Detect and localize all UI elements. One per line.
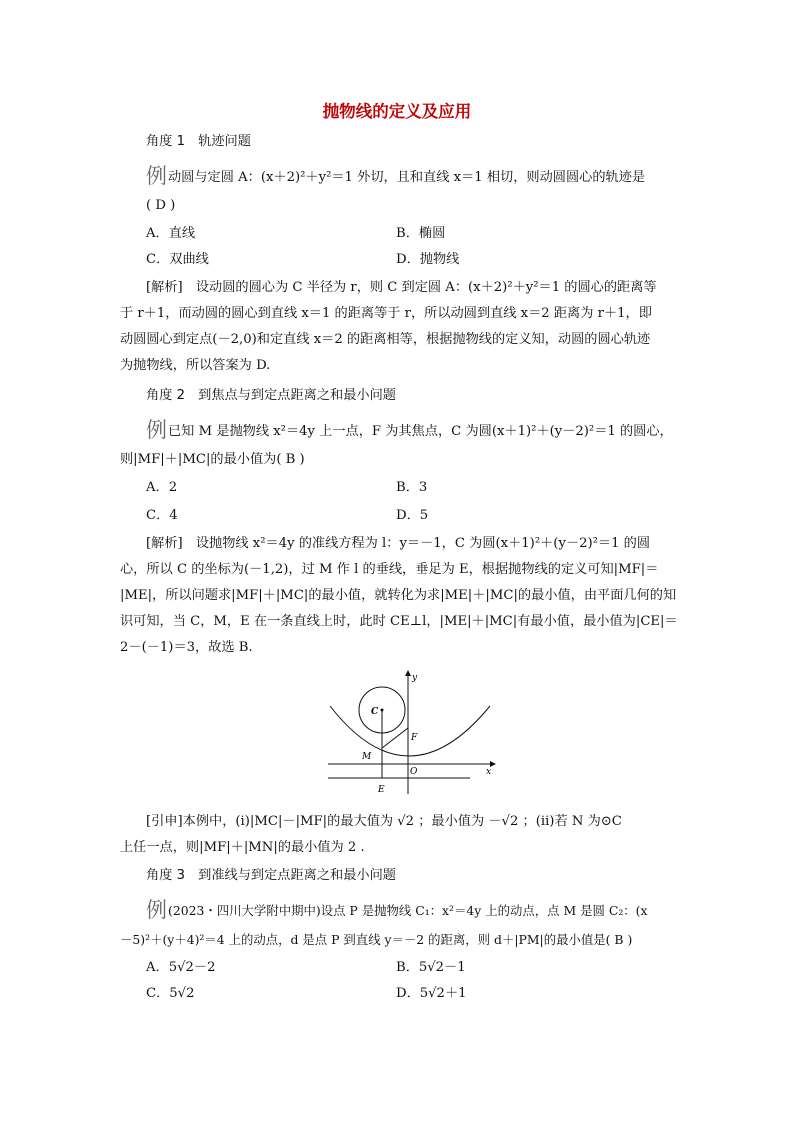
label-c: C (371, 707, 379, 717)
section3-heading: 角度 3 到准线与到定点距离之和最小问题 (146, 868, 396, 883)
segment-mf (382, 728, 408, 748)
label-e: E (378, 785, 385, 795)
section1-option-c: C．双曲线 (146, 252, 209, 267)
section2-analysis-line3: |ME|，所以问题求|MF|＋|MC|的最小值，就转化为求|ME|＋|MC|的最小值，由平面几何的知 (120, 588, 677, 603)
label-y: y (412, 673, 418, 683)
label-m: M (362, 752, 372, 762)
section1-option-b: B．椭圆 (396, 226, 446, 241)
section2-option-a: A．2 (146, 480, 178, 495)
section1-analysis-line1: [解析] 设动圆的圆心为 C 半径为 r，则 C 到定圆 A：(x＋2)²＋y²＝1 的圆心的距离等 (146, 280, 657, 295)
section3-option-a: A．5√2－2 (146, 960, 216, 975)
extension-line1: [引申]本例中，(ⅰ)|MC|－|MF|的最大值为 √2 ；最小值为 －√2 ；(ⅱ)若 N 为⊙C (146, 814, 622, 829)
section2-analysis-line5: 2－(－1)＝3，故选 B. (120, 640, 253, 655)
example-mark: 例 (146, 898, 167, 922)
section1-question-line1 (146, 166, 645, 188)
question-text: (2023・四川大学附中期中)设点 P 是抛物线 C₁：x²＝4y 上的动点，点 M 是圆 C₂：(x (168, 903, 648, 918)
section3-question-line2: －5)²＋(y＋4)²＝4 上的动点，d 是点 P 到直线 y＝－2 的距离，则 d＋|PM|的最小值是( B ) (120, 932, 633, 947)
section1-question-line2: ( D ) (146, 198, 176, 213)
label-o: O (410, 767, 418, 777)
example-mark: 例 (146, 164, 167, 188)
section2-analysis-line4: 识可知，当 C，M，E 在一条直线上时，此时 CE⊥l，|ME|＋|MC|有最小值，最小值为|CE|＝ (120, 614, 678, 629)
section2-analysis-line2: 心，所以 C 的坐标为(－1,2)，过 M 作 l 的垂线，垂足为 E，根据抛物线的定义可知|MF|＝ (120, 562, 659, 577)
section2-heading: 角度 2 到焦点与到定点距离之和最小问题 (146, 388, 396, 403)
question-text: 动圆与定圆 A：(x＋2)²＋y²＝1 外切，且和直线 x＝1 相切，则动圆圆心的轨迹是 (168, 170, 646, 185)
parabola-figure (322, 668, 502, 798)
section3-option-d: D．5√2＋1 (396, 986, 467, 1001)
question-text: 已知 M 是抛物线 x²＝4y 上一点，F 为其焦点，C 为圆(x＋1)²＋(y－2)²＝1 的圆心， (168, 424, 673, 439)
section1-option-a: A．直线 (146, 226, 196, 241)
section1-analysis-line3: 动圆圆心到定点(－2,0)和定直线 x＝2 的距离相等，根据抛物线的定义知，动圆的圆心轨迹 (120, 332, 651, 347)
section1-analysis-line4: 为抛物线，所以答案为 D. (120, 358, 271, 373)
label-x: x (486, 767, 492, 777)
section2-analysis-line1: [解析] 设抛物线 x²＝4y 的准线方程为 l：y＝－1，C 为圆(x＋1)²＋(y－2)²＝1 的圆 (146, 536, 651, 551)
section1-heading: 角度 1 轨迹问题 (146, 134, 251, 149)
section2-option-c: C．4 (146, 508, 178, 523)
page-title: 抛物线的定义及应用 (322, 102, 472, 121)
extension-line2: 上任一点，则|MF|＋|MN|的最小值为 2 . (120, 840, 365, 855)
section3-option-c: C．5√2 (146, 986, 195, 1001)
section2-question-line1 (146, 420, 673, 442)
parabola-curve (330, 706, 490, 756)
section3-question-line1 (146, 900, 648, 922)
example-mark: 例 (146, 418, 167, 442)
section1-option-d: D．抛物线 (396, 252, 460, 267)
section2-option-b: B．3 (396, 480, 428, 495)
section1-analysis-line2: 于 r＋1，而动圆的圆心到直线 x＝1 的距离等于 r，所以动圆到直线 x＝2 距离为 r＋1，即 (120, 306, 652, 321)
y-axis-arrow (405, 670, 411, 676)
point-c (381, 709, 384, 712)
section2-option-d: D．5 (396, 508, 429, 523)
label-f: F (411, 733, 418, 743)
section3-option-b: B．5√2－1 (396, 960, 466, 975)
section2-question-line2: 则|MF|＋|MC|的最小值为( B ) (120, 452, 305, 467)
